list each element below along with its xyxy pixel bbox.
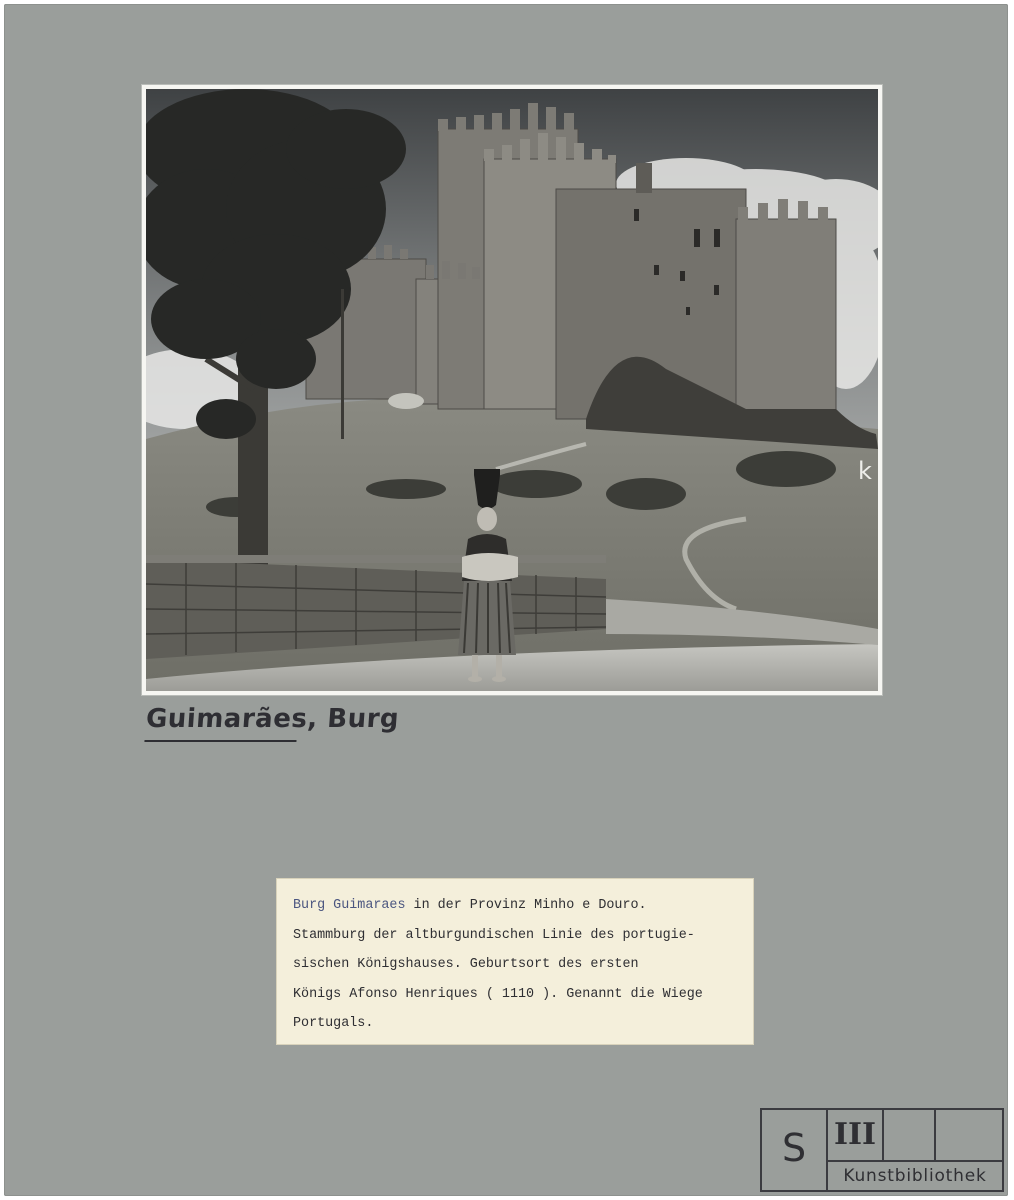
caption-underline — [144, 740, 296, 742]
stamp-library-name: Kunstbibliothek — [843, 1166, 987, 1186]
photo-mount — [142, 85, 882, 695]
label-line-2: Stammburg der altburgundischen Linie des portugie- — [293, 927, 695, 943]
label-text — [293, 891, 745, 1039]
library-stamp — [760, 1108, 1004, 1192]
label-line-4: Königs Afonso Henriques ( 1110 ). Genannt die Wiege — [293, 986, 703, 1002]
stamp-blank-cell — [884, 1110, 936, 1160]
typed-label-card — [277, 879, 753, 1044]
label-line-3: sischen Königshauses. Geburtsort des ersten — [293, 957, 639, 972]
castle-photo — [146, 89, 878, 691]
label-line-5: Portugals. — [293, 1016, 374, 1031]
handwritten-caption — [145, 704, 400, 734]
stamp-roman-numeral: III — [828, 1110, 884, 1160]
stamp-letter: S — [762, 1110, 828, 1190]
mount-board — [4, 4, 1008, 1196]
svg-text:k: k — [858, 457, 872, 485]
label-highlight: Burg Guimaraes — [293, 898, 406, 913]
caption-text: Guimarães, Burg — [144, 704, 401, 734]
label-line-1: in der Provinz Minho e Douro. — [405, 898, 647, 913]
